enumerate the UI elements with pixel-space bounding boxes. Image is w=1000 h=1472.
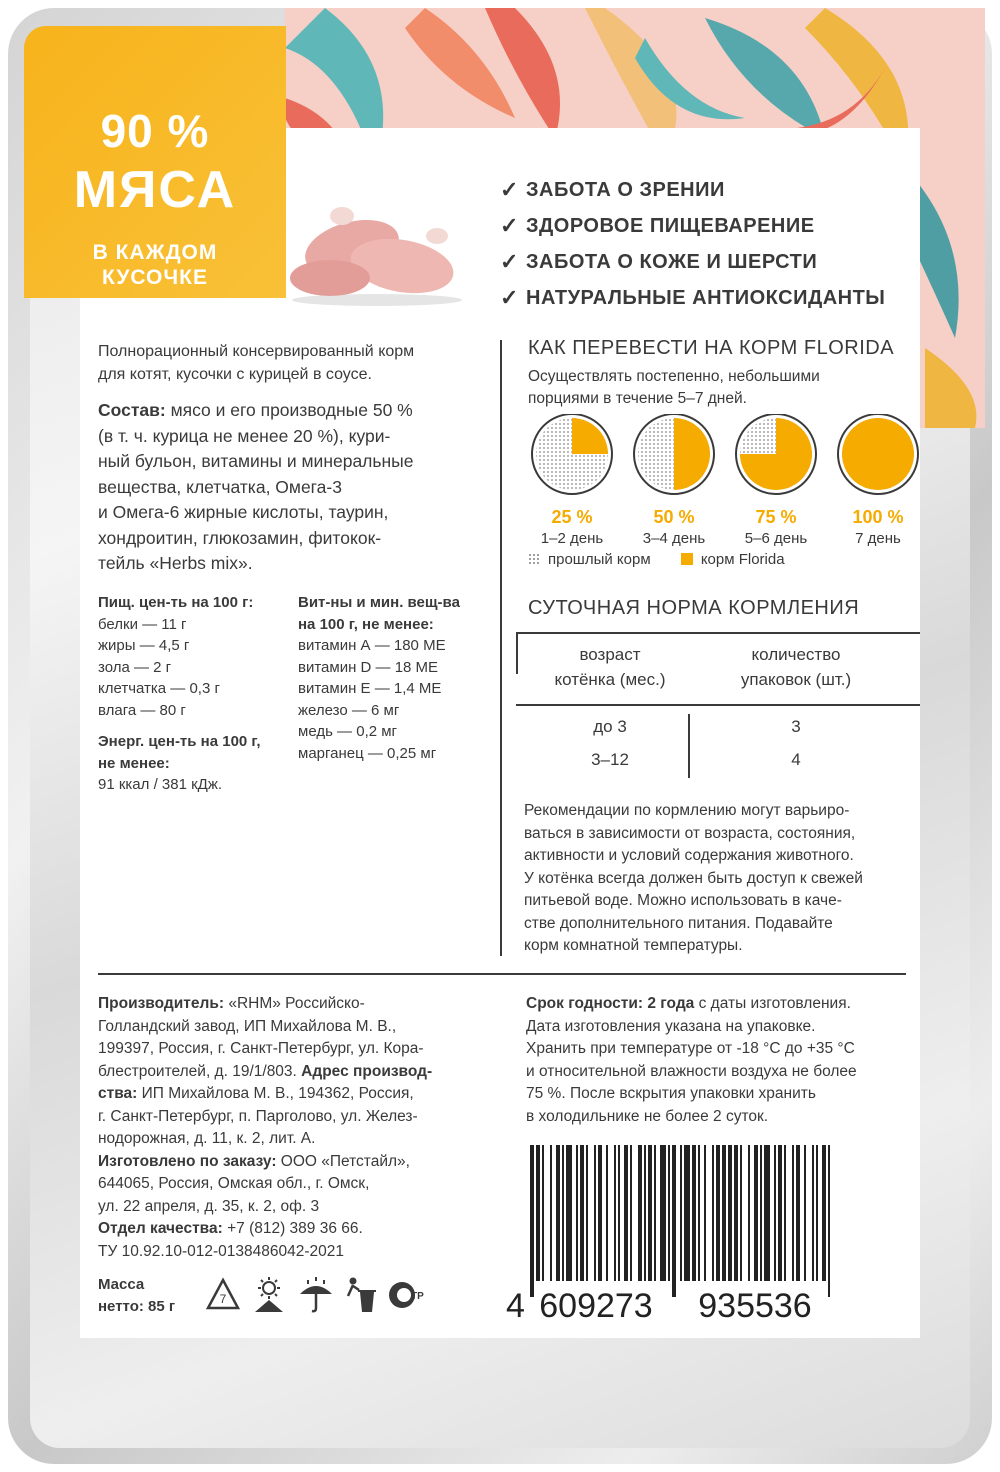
feeding-row-age: 3–12	[591, 750, 629, 769]
step-days: 1–2 день	[540, 530, 604, 547]
section-divider	[98, 973, 906, 975]
barcode-bar	[530, 1145, 534, 1297]
step-days: 3–4 день	[642, 530, 706, 547]
barcode-bar	[580, 1145, 584, 1281]
nutrition-item: белки — 11 г	[98, 615, 187, 633]
feeding-table	[516, 632, 920, 780]
symbol-icons	[204, 1276, 424, 1316]
legend-old-label: прошлый корм	[548, 551, 651, 568]
shelf-life-info: Срок годности: 2 года с даты изготовления. Дата изготовления указана на упаковке. Хранить при температуре от -18 °C до +35 °C и относительной влажности воздуха не более 75 %. После вскрытия упаковки хранить в холодильнике не более 2 суток.	[526, 995, 857, 1125]
barcode-bar	[698, 1145, 700, 1281]
transition-step	[828, 414, 928, 547]
step-percent: 50 %	[653, 507, 695, 527]
barcode-bar	[812, 1145, 814, 1281]
transition-step	[522, 414, 622, 547]
feeding-title: СУТОЧНАЯ НОРМА КОРМЛЕНИЯ	[528, 597, 860, 619]
barcode-bar	[654, 1145, 656, 1281]
barcode-bar	[816, 1145, 818, 1281]
vitamins-title: Вит-ны и мин. вещ-ва на 100 г, не менее:	[298, 594, 460, 633]
transition-text: Осуществлять постепенно, небольшими порциями в течение 5–7 дней.	[528, 368, 820, 407]
barcode-bar	[566, 1145, 572, 1281]
nutrition-item: зола — 2 г	[98, 658, 172, 676]
nutrition-item: клетчатка — 0,3 г	[98, 680, 220, 697]
barcode-bar	[728, 1145, 732, 1281]
feeding-col-age: возраст котёнка (мес.)	[554, 645, 666, 689]
meat-percent-badge	[24, 26, 286, 298]
barcode-bar	[594, 1145, 596, 1281]
step-percent: 75 %	[755, 507, 797, 527]
column-divider	[500, 340, 502, 956]
barcode-bar	[680, 1145, 682, 1281]
transition-legend	[528, 549, 928, 571]
feeding-row-age: до 3	[593, 717, 627, 736]
energy-value: 91 ккал / 381 кДж.	[98, 776, 223, 793]
barcode-bar	[556, 1145, 560, 1281]
barcode-bar	[648, 1145, 652, 1281]
barcode-bar	[784, 1145, 786, 1281]
dispose-in-bin-icon	[344, 1276, 378, 1314]
badge-subtitle: В КАЖДОМ КУСОЧКЕ	[92, 241, 218, 289]
barcode-bar	[822, 1145, 826, 1281]
vitamin-item: витамин А — 180 МЕ	[298, 637, 446, 654]
barcode-bar	[586, 1145, 588, 1281]
barcode-bar	[828, 1145, 830, 1297]
transition-step	[624, 414, 724, 547]
recycle-icon	[204, 1276, 242, 1314]
feeding-recommendation: Рекомендации по кормлению могут варьиро- ваться в зависимости от возраста, состояния, активности и условий содержания животного. У котёнка всегда должен быть доступ к свежей питьевой воде. Можно использовать в каче- стве дополнительного питания. Подавайте корм комнатной температуры.	[524, 802, 863, 954]
barcode-bar	[614, 1145, 616, 1281]
transition-pie	[726, 414, 826, 496]
eac-tr-mark-icon	[388, 1278, 424, 1312]
barcode-bar	[734, 1145, 738, 1281]
benefits-list	[500, 172, 960, 316]
barcode-bar	[618, 1145, 620, 1281]
step-percent: 100 %	[852, 507, 904, 527]
barcode-bar	[748, 1145, 750, 1281]
barcode-bar	[722, 1145, 726, 1281]
barcode-bar	[716, 1145, 720, 1281]
barcode-bar	[638, 1145, 642, 1281]
barcode-bar	[760, 1145, 762, 1281]
nutrition-block	[98, 592, 298, 796]
barcode-bar	[550, 1145, 552, 1281]
feeding-row-qty: 4	[791, 750, 801, 769]
barcode-bar	[660, 1145, 666, 1281]
barcode	[500, 1145, 840, 1323]
barcode-bar	[740, 1145, 742, 1281]
badge-percent: 90 %	[100, 105, 210, 157]
barcode-bar	[542, 1145, 544, 1281]
check-icon: ✓	[500, 177, 519, 202]
barcode-bar	[692, 1145, 696, 1281]
barcode-bar	[792, 1145, 794, 1281]
transition-step	[726, 414, 826, 547]
vitamin-item: витамин D — 18 МЕ	[298, 658, 439, 676]
barcode-bar	[576, 1145, 578, 1281]
barcode-bar	[684, 1145, 690, 1281]
step-days: 5–6 день	[744, 530, 808, 547]
barcode-bar	[754, 1145, 758, 1281]
keep-from-sun-icon	[252, 1276, 286, 1314]
barcode-bar	[774, 1145, 776, 1281]
step-percent: 25 %	[551, 507, 593, 527]
keep-dry-icon	[298, 1276, 334, 1314]
vitamin-item: железо — 6 мг	[298, 701, 400, 719]
vitamin-item: марганец — 0,25 мг	[298, 744, 437, 762]
composition-text: мясо и его производные 50 % (в т. ч. курица не менее 20 %), кури- ный бульон, витамины и минеральные вещества, клетчатка, Омега-3 и Омега-6 жирные кислоты, таурин, хондроитин, глюкозамин, фитокок- тейль «Herbs mix».	[98, 400, 414, 573]
product-description: Полнорационный консервированный корм для котят, кусочки с курицей в соусе.	[98, 343, 415, 383]
barcode-bar	[704, 1145, 706, 1281]
vitamin-item: медь — 0,2 мг	[298, 723, 398, 740]
barcode-bar	[644, 1145, 646, 1281]
chicken-drumsticks-image	[282, 188, 472, 308]
legend-new-label: корм Florida	[700, 551, 785, 568]
vitamin-item: витамин Е — 1,4 МЕ	[298, 680, 442, 697]
check-icon: ✓	[500, 285, 519, 310]
barcode-bar	[764, 1145, 770, 1281]
nutrition-item: жиры — 4,5 г	[98, 637, 190, 654]
eac-tr-text: ТР	[411, 1291, 424, 1302]
barcode-bar	[624, 1145, 628, 1281]
barcode-bar	[672, 1145, 676, 1297]
barcode-bar	[804, 1145, 806, 1281]
step-days: 7 день	[855, 530, 901, 547]
barcode-digits-right: 935536	[698, 1287, 812, 1323]
feeding-row-qty: 3	[791, 717, 801, 736]
barcode-bar	[796, 1145, 800, 1281]
benefit-item: ✓ ЗАБОТА О ЗРЕНИИ	[500, 177, 725, 202]
energy-title: Энерг. цен-ть на 100 г, не менее:	[98, 733, 261, 772]
barcode-bars	[530, 1145, 830, 1297]
nutrition-item: влага — 80 г	[98, 701, 186, 719]
feeding-col-qty: количество упаковок (шт.)	[740, 645, 852, 689]
barcode-bar	[630, 1145, 632, 1281]
composition	[98, 398, 498, 577]
net-mass: Масса нетто: 85 г	[98, 1276, 176, 1315]
transition-title: КАК ПЕРЕВЕСТИ НА КОРМ FLORIDA	[528, 337, 895, 359]
nutrition-title: Пищ. цен-ть на 100 г:	[98, 594, 254, 611]
barcode-digit-lead: 4	[506, 1287, 525, 1323]
vitamins-block	[298, 592, 498, 764]
badge-word: МЯСА	[73, 161, 237, 219]
composition-label: Состав:	[98, 400, 166, 420]
barcode-bar	[536, 1145, 540, 1281]
recycle-code: 7	[219, 1292, 227, 1306]
transition-pie	[624, 414, 724, 496]
legend-new-swatch	[681, 553, 693, 565]
barcode-bar	[598, 1145, 602, 1281]
producer-info: Производитель: «RHM» Российско- Голландский завод, ИП Михайлова М. В., 199397, Россия, г. Санкт-Петербург, ул. Кора- блестроителей, д. 19/1/803. Адрес производ- ства: ИП Михайлова М. В., 194362, Россия, г. Санкт-Петербург, п. Парголово, ул. Желез- нодорожная, д. 11, к. 2, лит. А. Изготовлено по заказу: ООО «Петстайл», 644065, Россия, Омская обл., г. Омск, ул. 22 апреля, д. 35, к. 2, оф. 3 Отдел качества: +7 (812) 389 36 66. ТУ 10.92.10-012-0138486042-2021	[98, 995, 433, 1260]
transition-pie	[828, 414, 928, 496]
benefit-item: ✓ ЗАБОТА О КОЖЕ И ШЕРСТИ	[500, 249, 818, 274]
barcode-bar	[562, 1145, 564, 1281]
barcode-bar	[712, 1145, 714, 1281]
barcode-bar	[778, 1145, 782, 1281]
barcode-bar	[668, 1145, 670, 1281]
legend-old-swatch	[528, 553, 540, 565]
check-icon: ✓	[500, 249, 519, 274]
barcode-bar	[606, 1145, 608, 1281]
barcode-digits-left: 609273	[539, 1287, 653, 1323]
transition-pie	[522, 414, 622, 496]
benefit-item: ✓ НАТУРАЛЬНЫЕ АНТИОКСИДАНТЫ	[500, 285, 886, 310]
check-icon: ✓	[500, 213, 519, 238]
benefit-item: ✓ ЗДОРОВОЕ ПИЩЕВАРЕНИЕ	[500, 213, 815, 238]
